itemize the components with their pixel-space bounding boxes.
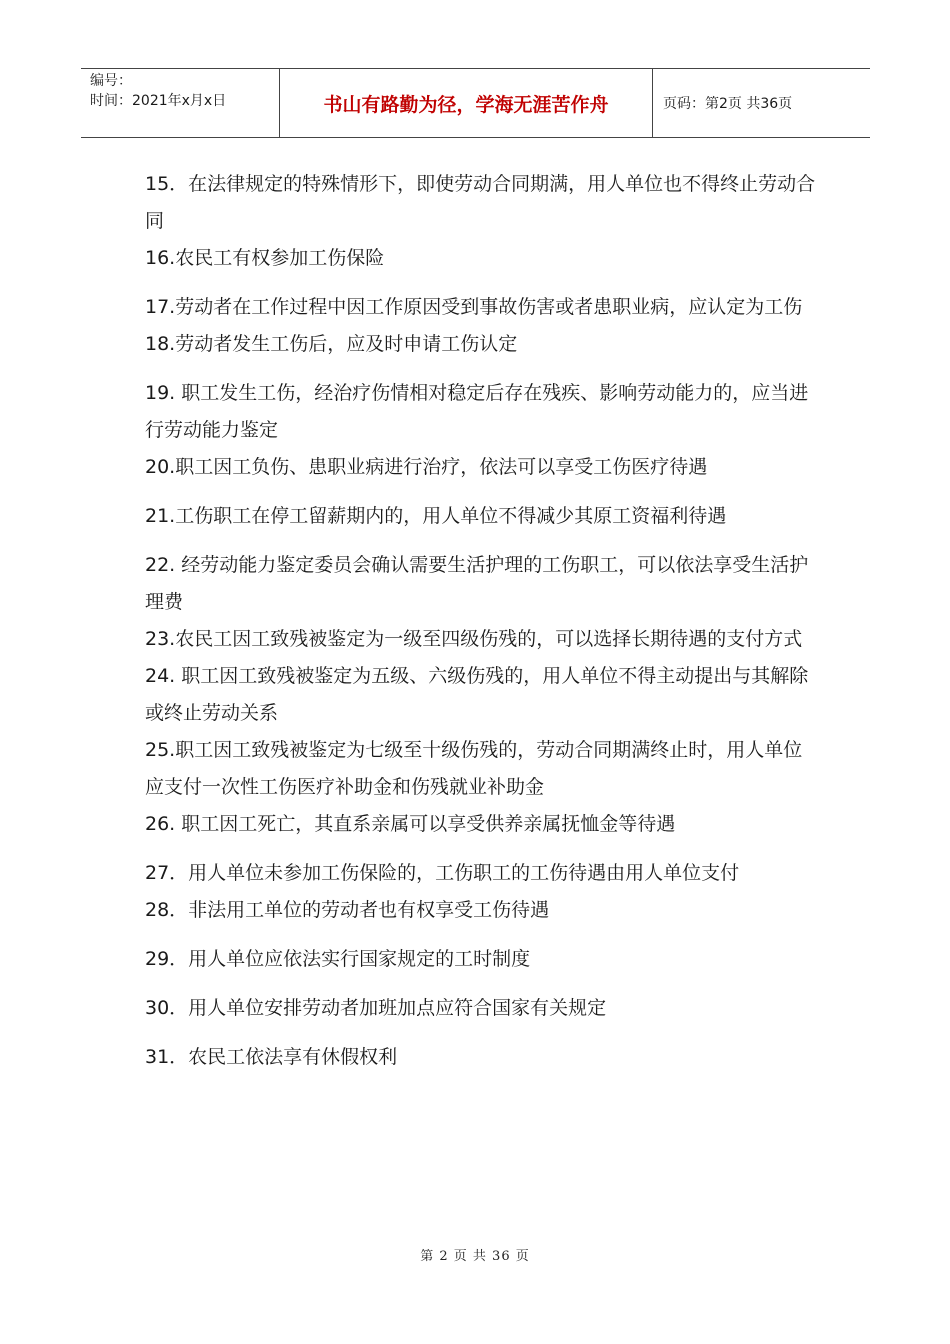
document-time-label: 时间：2021年x月x日 [90, 93, 227, 109]
list-item: 21.工伤职工在停工留薪期内的，用人单位不得减少其原工资福利待遇 [145, 505, 727, 527]
list-item: 15．在法律规定的特殊情形下，即使劳动合同期满，用人单位也不得终止劳动合同 [145, 173, 816, 232]
header-meta [81, 69, 280, 137]
list-item: 31．农民工依法享有休假权利 [145, 1046, 398, 1068]
list-item: 30．用人单位安排劳动者加班加点应符合国家有关规定 [145, 997, 607, 1019]
list-item: 28．非法用工单位的劳动者也有权享受工伤待遇 [145, 899, 550, 921]
list-item: 24. 职工因工致残被鉴定为五级、六级伤残的，用人单位不得主动提出与其解除或终止劳动关系 [145, 665, 809, 724]
list-item: 16.农民工有权参加工伤保险 [145, 247, 385, 269]
list-item: 20.职工因工负伤、患职业病进行治疗，依法可以享受工伤医疗待遇 [145, 456, 708, 478]
list-item: 26. 职工因工死亡，其直系亲属可以享受供养亲属抚恤金等待遇 [145, 813, 676, 835]
list-item: 27．用人单位未参加工伤保险的，工伤职工的工伤待遇由用人单位支付 [145, 862, 740, 884]
document-number-label: 编号： [90, 73, 132, 89]
header-motto: 书山有路勤为径，学海无涯苦作舟 [280, 69, 653, 137]
list-item: 17.劳动者在工作过程中因工作原因受到事故伤害或者患职业病，应认定为工伤 [145, 296, 803, 318]
header-page-code: 页码：第2页 共36页 [663, 96, 793, 112]
list-item: 22. 经劳动能力鉴定委员会确认需要生活护理的工伤职工，可以依法享受生活护理费 [145, 554, 809, 613]
page-footer: 第 2 页 共 36 页 [420, 1249, 530, 1264]
list-item: 18.劳动者发生工伤后，应及时申请工伤认定 [145, 333, 518, 355]
page-header [81, 68, 870, 138]
list-item: 29．用人单位应依法实行国家规定的工时制度 [145, 948, 531, 970]
list-item: 25.职工因工致残被鉴定为七级至十级伤残的，劳动合同期满终止时，用人单位应支付一次性工伤医疗补助金和伤残就业补助金 [145, 739, 803, 798]
list-item: 19. 职工发生工伤，经治疗伤情相对稳定后存在残疾、影响劳动能力的，应当进行劳动能力鉴定 [145, 382, 809, 441]
list-item: 23.农民工因工致残被鉴定为一级至四级伤残的，可以选择长期待遇的支付方式 [145, 628, 803, 650]
document-body [145, 166, 817, 1076]
